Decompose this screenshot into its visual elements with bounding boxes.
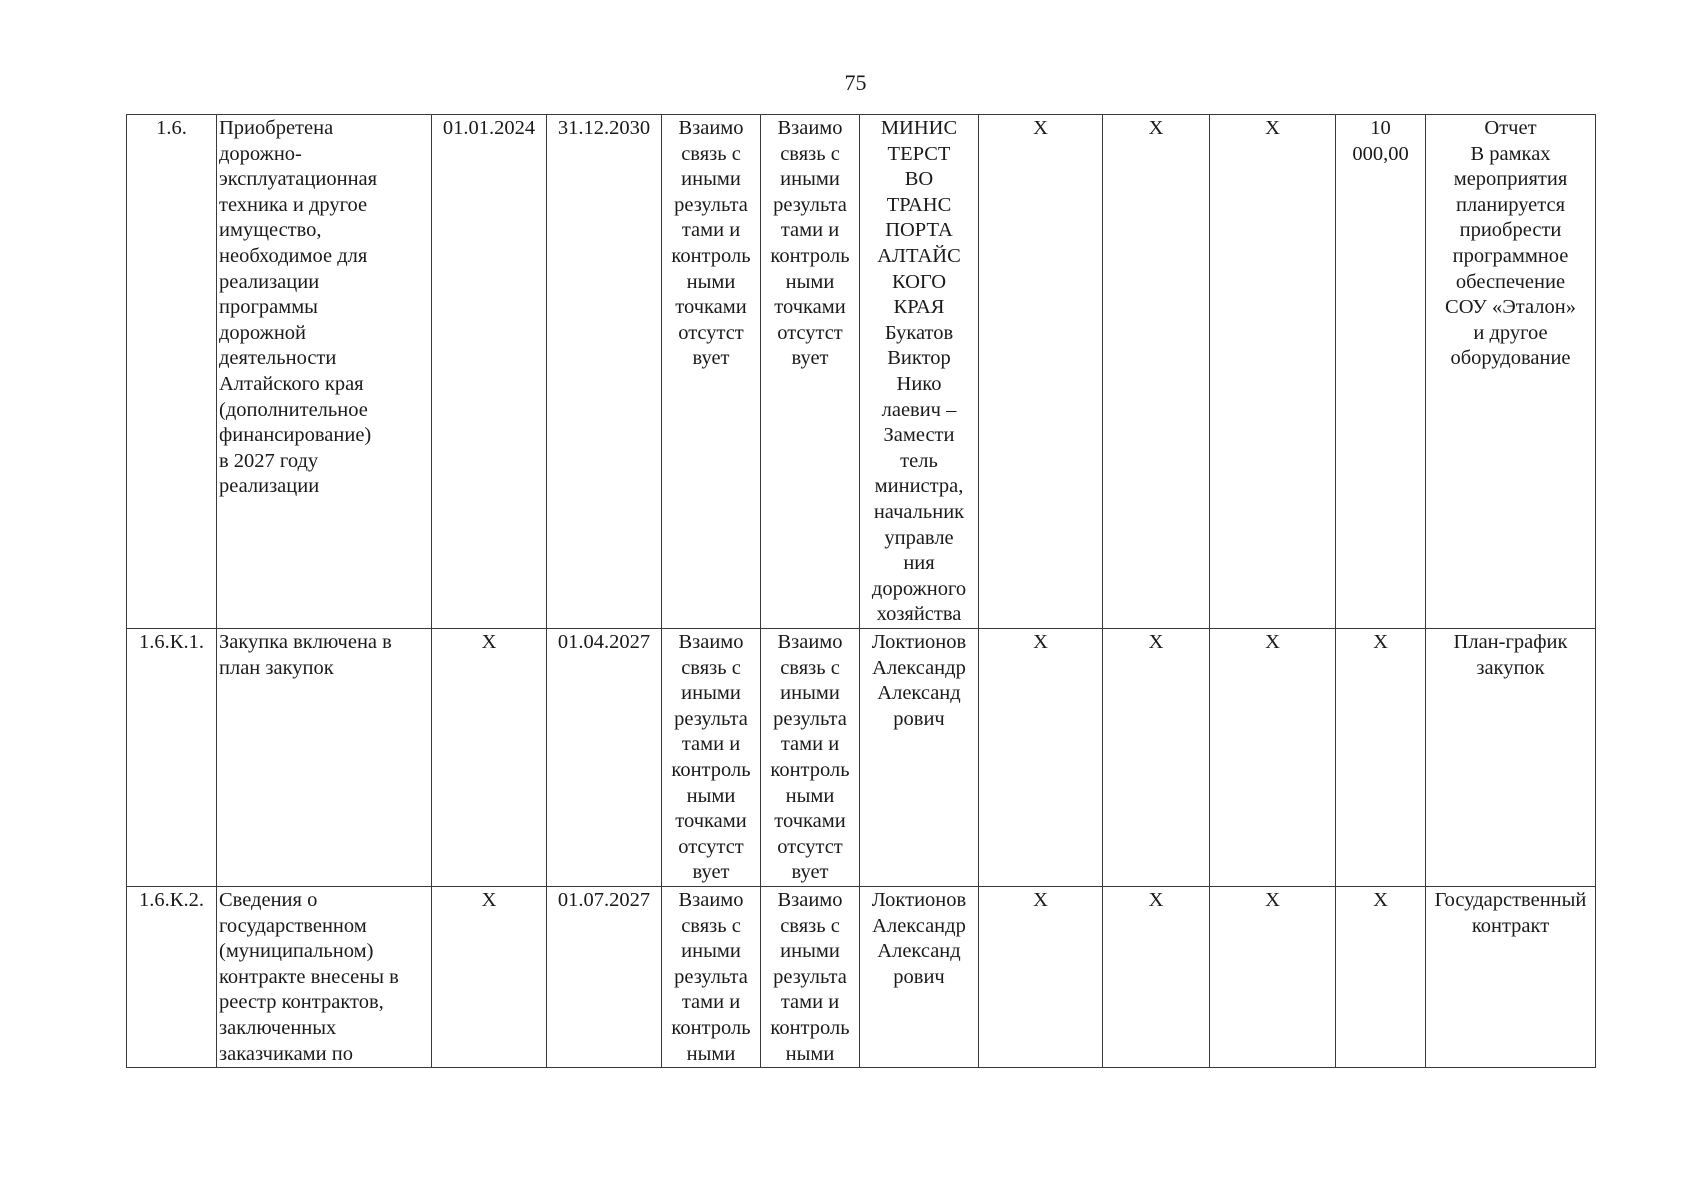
relation-cell: Взаимо связь с иными результа тами и контроль ными — [662, 886, 761, 1067]
row-number-cell: 1.6. — [127, 115, 217, 629]
relation-cell: Взаимо связь с иными результа тами и контроль ными точками отсутст вует — [662, 629, 761, 887]
responsible-cell: МИНИС ТЕРСТ ВО ТРАНС ПОРТА АЛТАЙС КОГО КРАЯ Букатов Виктор Нико лаевич – Замести тель министра, начальник управле ния дорожного хозяйства — [860, 115, 979, 629]
column-10-cell: X — [1210, 629, 1336, 887]
result-name-cell: Сведения о государственном (муниципальном) контракте внесены в реестр контрактов, заключенных заказчиками по — [217, 886, 432, 1067]
column-8-cell: X — [979, 115, 1103, 629]
table-row — [127, 115, 1596, 629]
amount-cell: 10 000,00 — [1336, 115, 1426, 629]
plan-table — [126, 114, 1596, 1068]
column-10-cell: X — [1210, 115, 1336, 629]
result-name-cell: Закупка включена в план закупок — [217, 629, 432, 887]
responsible-cell: Локтионов Александр Александ рович — [860, 886, 979, 1067]
start-date-cell: X — [432, 629, 547, 887]
table-row — [127, 886, 1596, 1067]
column-9-cell: X — [1103, 629, 1210, 887]
relation-cell: Взаимо связь с иными результа тами и контроль ными точками отсутст вует — [662, 115, 761, 629]
amount-cell: X — [1336, 886, 1426, 1067]
row-number-cell: 1.6.К.1. — [127, 629, 217, 887]
relation-cell: Взаимо связь с иными результа тами и контроль ными точками отсутст вует — [761, 629, 860, 887]
column-8-cell: X — [979, 629, 1103, 887]
start-date-cell: 01.01.2024 — [432, 115, 547, 629]
table-row — [127, 629, 1596, 887]
document-cell: План-график закупок — [1426, 629, 1596, 887]
column-9-cell: X — [1103, 115, 1210, 629]
row-number-cell: 1.6.К.2. — [127, 886, 217, 1067]
column-9-cell: X — [1103, 886, 1210, 1067]
end-date-cell: 01.04.2027 — [547, 629, 662, 887]
result-name-cell: Приобретена дорожно- эксплуатационная техника и другое имущество, необходимое для реализации программы дорожной деятельности Алтайского края (дополнительное финансирование) в 2027 году реализации — [217, 115, 432, 629]
relation-cell: Взаимо связь с иными результа тами и контроль ными — [761, 886, 860, 1067]
end-date-cell: 31.12.2030 — [547, 115, 662, 629]
column-10-cell: X — [1210, 886, 1336, 1067]
responsible-cell: Локтионов Александр Александ рович — [860, 629, 979, 887]
end-date-cell: 01.07.2027 — [547, 886, 662, 1067]
start-date-cell: X — [432, 886, 547, 1067]
document-cell: Отчет В рамках мероприятия планируется приобрести программное обеспечение СОУ «Эталон» и другое оборудование — [1426, 115, 1596, 629]
column-8-cell: X — [979, 886, 1103, 1067]
page-number: 75 — [844, 70, 867, 95]
document-cell: Государственный контракт — [1426, 886, 1596, 1067]
amount-cell: X — [1336, 629, 1426, 887]
relation-cell: Взаимо связь с иными результа тами и контроль ными точками отсутст вует — [761, 115, 860, 629]
